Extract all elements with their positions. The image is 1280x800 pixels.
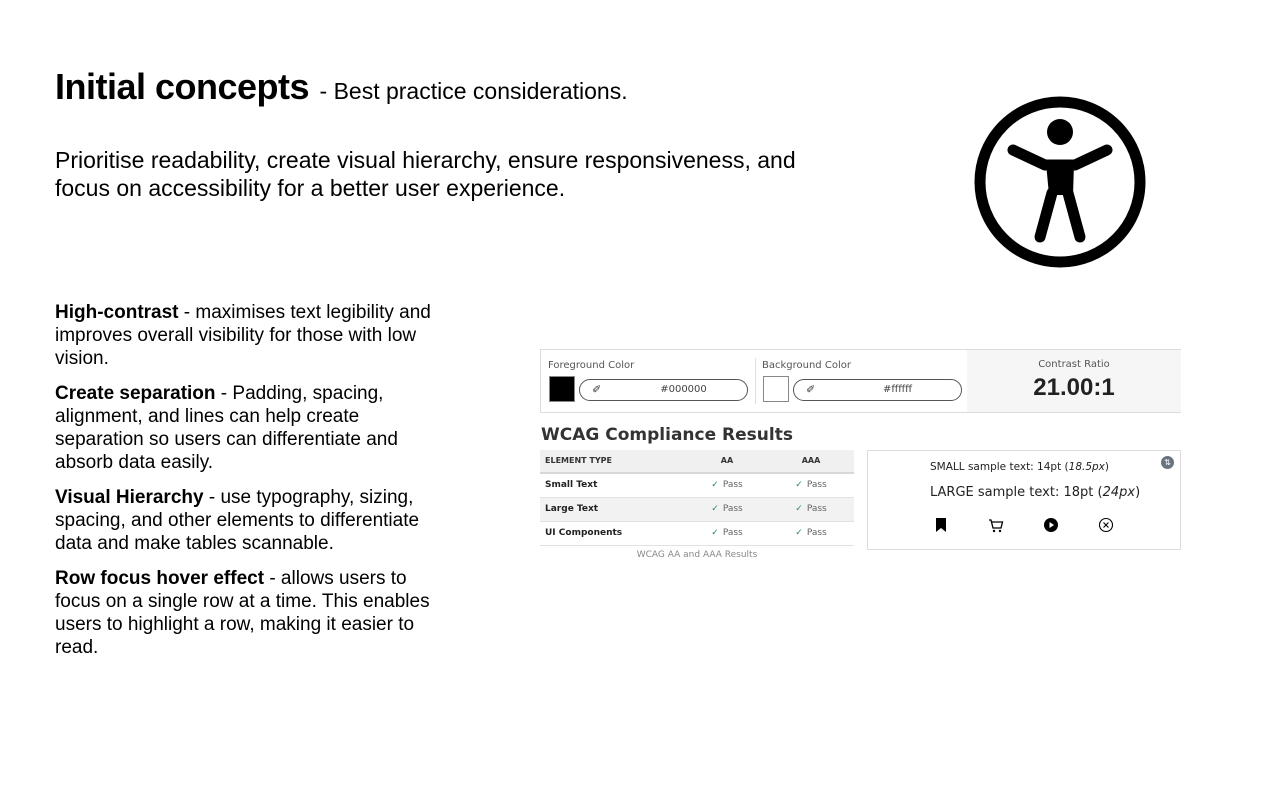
contrast-ratio-panel — [967, 350, 1181, 412]
large-sample-text — [930, 485, 1140, 500]
header-aa: AA — [720, 456, 734, 465]
best-practice-list — [55, 301, 435, 671]
page-title-row — [55, 66, 628, 108]
large-sample-label: LARGE sample text: 18pt ( — [930, 485, 1103, 500]
large-sample-px: 24px — [1102, 485, 1136, 500]
background-color-label: Background Color — [762, 360, 851, 371]
sample-icons-row — [928, 515, 1128, 535]
element-type-cell: UI Components — [545, 528, 623, 538]
point-heading: Row focus hover effect — [55, 568, 265, 589]
check-icon: ✓ — [795, 504, 803, 514]
aa-result-cell — [690, 522, 764, 545]
page-title: Initial concepts — [55, 66, 310, 107]
point-heading: Visual Hierarchy — [55, 487, 204, 508]
point-heading: Create separation — [55, 383, 216, 404]
foreground-color-label: Foreground Color — [548, 360, 635, 371]
table-row[interactable] — [540, 522, 854, 546]
point-text: - use typography, sizing, spacing, and other elements to differentiate data and make tables scannable. — [55, 487, 420, 554]
wcag-results-title: WCAG Compliance Results — [541, 425, 793, 445]
large-sample-suffix: ) — [1135, 485, 1141, 500]
close-circle-icon — [1096, 515, 1116, 535]
background-swatch[interactable] — [763, 376, 789, 402]
header-element-type: ELEMENT TYPE — [545, 456, 612, 465]
wcag-results-table — [540, 450, 854, 546]
accessibility-icon — [973, 95, 1147, 269]
cart-icon — [986, 515, 1006, 535]
aa-result-cell — [690, 498, 764, 521]
table-row[interactable] — [540, 498, 854, 522]
aa-result-text: Pass — [722, 504, 743, 514]
check-icon: ✓ — [795, 480, 803, 490]
background-hex-value: #ffffff — [882, 384, 913, 395]
point-high-contrast — [55, 301, 435, 370]
foreground-swatch[interactable] — [549, 376, 575, 402]
foreground-hex-value: #000000 — [660, 384, 707, 395]
aaa-result-cell — [774, 474, 848, 497]
contrast-ratio-label: Contrast Ratio — [1038, 359, 1110, 370]
small-sample-label: SMALL sample text: 14pt ( — [930, 461, 1069, 473]
point-row-focus — [55, 567, 435, 659]
aaa-result-cell — [774, 522, 848, 545]
point-heading: High-contrast — [55, 302, 179, 323]
eyedropper-icon[interactable]: ✐ — [806, 383, 816, 396]
page-subtitle: - Best practice considerations. — [319, 78, 628, 104]
sample-text-panel — [867, 450, 1181, 550]
contrast-ratio-value: 21.00:1 — [1033, 374, 1115, 401]
check-icon: ✓ — [711, 528, 719, 538]
point-text: - allows users to focus on a single row at a time. This enables users to highlight a row, making it easier to read. — [55, 568, 430, 658]
background-hex-input[interactable] — [793, 379, 962, 401]
color-input-panel — [540, 349, 1181, 413]
aa-result-text: Pass — [722, 528, 743, 538]
point-create-separation — [55, 382, 435, 474]
aaa-result-text: Pass — [806, 504, 827, 514]
element-type-cell: Small Text — [545, 480, 598, 490]
intro-text: Prioritise readability, create visual hierarchy, ensure responsiveness, and focus on accessibility for a better user experience. — [55, 147, 796, 201]
eyedropper-icon[interactable]: ✐ — [592, 383, 602, 396]
header-aaa: AAA — [801, 456, 821, 465]
play-circle-icon — [1041, 515, 1061, 535]
aaa-result-text: Pass — [806, 480, 827, 490]
check-icon: ✓ — [711, 504, 719, 514]
point-text: - Padding, spacing, alignment, and lines can help create separation so users can differentiate and absorb data easily. — [55, 383, 398, 473]
bookmark-icon — [931, 515, 951, 535]
contrast-checker — [540, 349, 1181, 560]
point-visual-hierarchy — [55, 486, 435, 555]
aa-result-cell — [690, 474, 764, 497]
foreground-hex-input[interactable] — [579, 379, 748, 401]
aaa-result-text: Pass — [806, 528, 827, 538]
small-sample-suffix: ) — [1104, 461, 1110, 473]
small-sample-px: 18.5px — [1068, 461, 1105, 473]
table-header-row — [540, 450, 854, 474]
aa-result-text: Pass — [722, 480, 743, 490]
check-icon: ✓ — [711, 480, 719, 490]
foreground-color-field — [541, 350, 755, 412]
element-type-cell: Large Text — [545, 504, 599, 514]
point-text: - maximises text legibility and improves overall visibility for those with low vision. — [55, 302, 431, 369]
background-color-field — [755, 350, 967, 412]
check-icon: ✓ — [795, 528, 803, 538]
swap-colors-icon[interactable]: ⇅ — [1161, 456, 1174, 469]
table-row[interactable] — [540, 474, 854, 498]
table-caption: WCAG AA and AAA Results — [636, 550, 758, 560]
aaa-result-cell — [774, 498, 848, 521]
small-sample-text — [930, 461, 1109, 473]
